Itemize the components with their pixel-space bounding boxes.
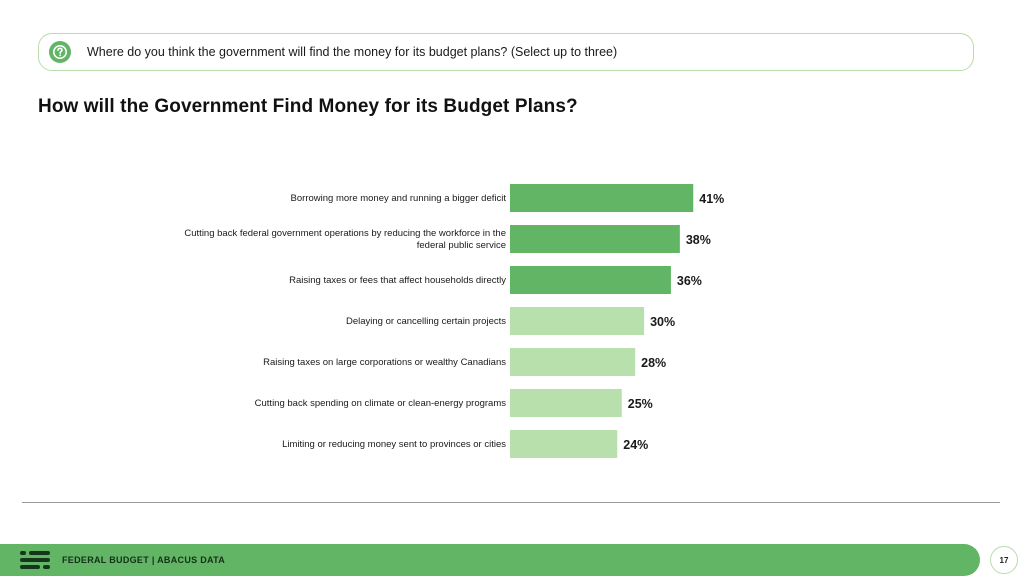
bar-2 — [510, 225, 680, 253]
bar-5 — [510, 348, 635, 376]
value-label-4: 30% — [650, 315, 676, 329]
category-label-6: Cutting back spending on climate or clean-energy programs — [254, 398, 506, 409]
value-label-1: 41% — [699, 192, 725, 206]
category-label-3: Raising taxes or fees that affect households directly — [289, 275, 506, 286]
bar-4 — [510, 307, 644, 335]
bar-6 — [510, 389, 622, 417]
category-label-2: Cutting back federal government operations by reducing the workforce in the federal public service — [184, 228, 506, 251]
footer-bar — [0, 544, 980, 576]
abacus-logo-icon — [20, 551, 50, 569]
category-label-7: Limiting or reducing money sent to provinces or cities — [282, 439, 506, 450]
category-label-5: Raising taxes on large corporations or wealthy Canadians — [263, 357, 506, 368]
divider — [22, 502, 1000, 503]
value-label-3: 36% — [676, 274, 702, 288]
category-label-1: Borrowing more money and running a bigger deficit — [290, 193, 506, 204]
bar-1 — [510, 184, 693, 212]
value-label-5: 28% — [641, 356, 667, 370]
value-label-6: 25% — [627, 397, 653, 411]
value-label-2: 38% — [685, 233, 711, 247]
page-number: 17 — [990, 546, 1018, 574]
question-text: Where do you think the government will find the money for its budget plans? (Select up to three) — [87, 45, 618, 59]
category-label-4: Delaying or cancelling certain projects — [346, 316, 506, 327]
value-label-7: 24% — [623, 438, 649, 452]
page-title: How will the Government Find Money for its Budget Plans? — [38, 96, 578, 117]
bar-7 — [510, 430, 617, 458]
footer-text: FEDERAL BUDGET | ABACUS DATA — [62, 555, 226, 565]
bar-3 — [510, 266, 671, 294]
